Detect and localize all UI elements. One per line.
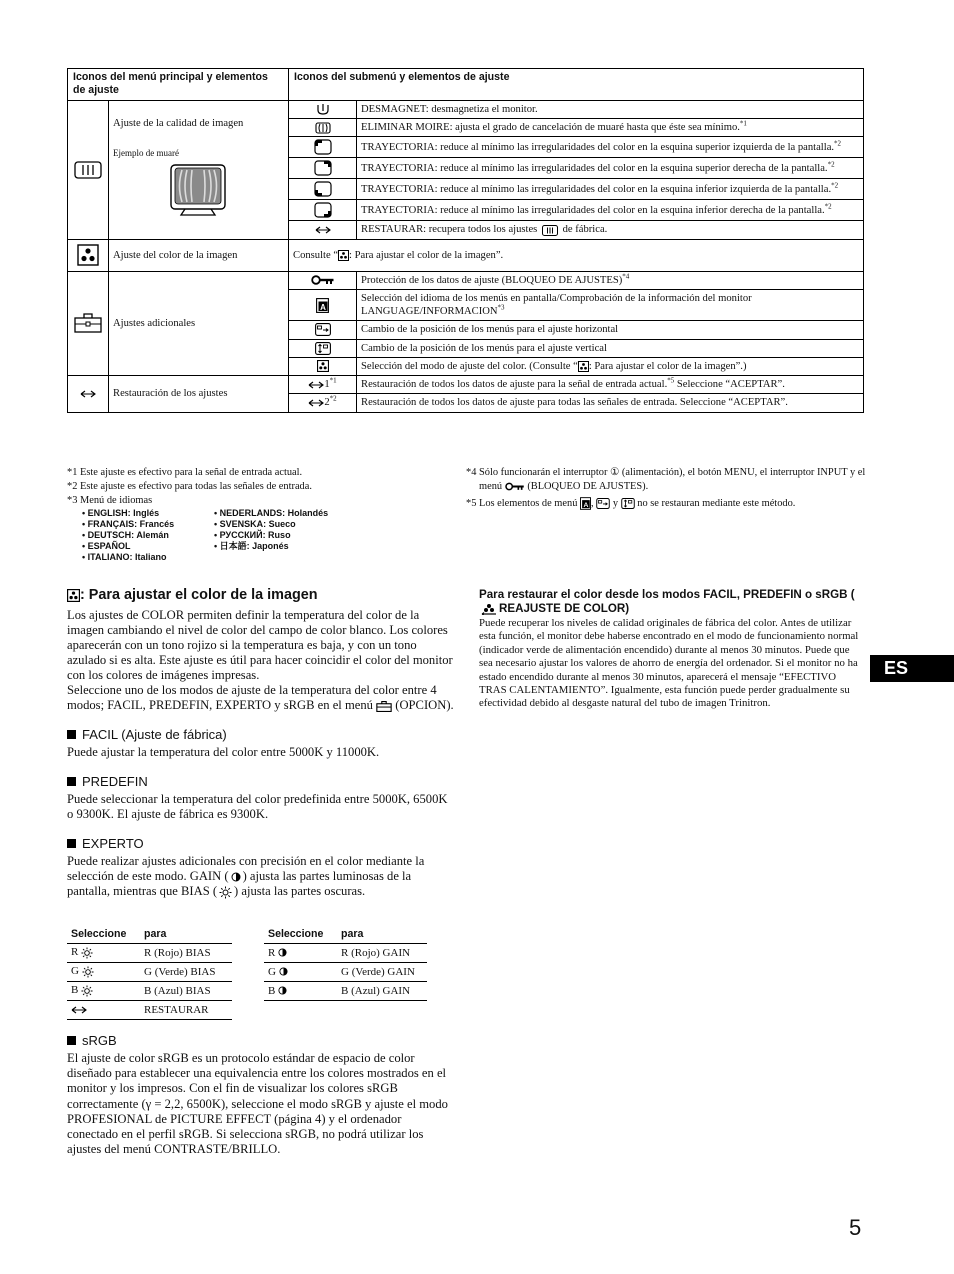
reset-arrow-icon [71, 1006, 87, 1014]
svg-text:A: A [583, 502, 589, 510]
header-main-icons: Iconos del menú principal y elementos de ajuste [68, 69, 289, 101]
menu-items-table [67, 68, 864, 413]
landing-bottom-right-icon [314, 202, 332, 218]
language-item: • 日本語: Japonés [214, 541, 289, 551]
color-reset-heading: Para restaurar el color desde los modos FACIL, PREDEFIN o sRGB ( REAJUSTE DE COLOR) [479, 588, 855, 615]
table-row: B B (Azul) BIAS [67, 981, 232, 1000]
gain-half-circle-icon [231, 872, 241, 882]
reset-2-desc: Restauración de todos los datos de ajuste para todas las señales de entrada. Seleccione “ACEPTAR”. [357, 394, 864, 412]
table-row: B B (Azul) GAIN [264, 981, 427, 1000]
color-reset-section [479, 588, 865, 711]
experto-text: Puede realizar ajustes adicionales con precisión en el color mediante la selección de este modo. GAIN ( ) ajusta las partes luminosas de la pantalla, mientras que BIAS ( ) ajusta las partes oscuras. [67, 854, 425, 898]
language-tab: ES [870, 655, 954, 682]
degauss-icon-cell [289, 101, 357, 119]
color-menu-cell [68, 239, 109, 271]
color-icon [317, 360, 329, 372]
predefin-heading: PREDEFIN [67, 774, 455, 790]
landing-bottom-left-icon [314, 181, 332, 197]
image-quality-label: Ajuste de la calidad de imagen [113, 117, 244, 129]
menu-h-position-desc: Cambio de la posición de los menús para el ajuste horizontal [357, 321, 864, 339]
color-reset-icon [481, 603, 497, 615]
gain-half-circle-icon [278, 986, 287, 995]
language-item: • NEDERLANDS: Holandés [214, 508, 329, 518]
gain-header-for: para [337, 925, 427, 943]
language-item: • ENGLISH: Inglés [82, 508, 160, 518]
reset-2-icon-cell: 2$^{*2}$ [289, 394, 357, 412]
language-item: • DEUTSCH: Alemán [82, 530, 169, 540]
section-title: : Para ajustar el color de la imagen [67, 586, 455, 604]
restore-desc: RESTAURAR: recupera todos los ajustes de fábrica. [357, 221, 864, 239]
degauss-desc: DESMAGNET: desmagnetiza el monitor. [357, 101, 864, 119]
table-row: RESTAURAR [67, 1000, 232, 1019]
landing-top-left-icon [314, 139, 332, 155]
color-mode-icon-cell [289, 357, 357, 375]
language-desc: Selección del idioma de los menús en pantalla/Comprobación de la información del monitor LANGUAGE/INFORMACION$^{*3}$ [357, 289, 864, 320]
language-item: • SVENSKA: Sueco [214, 519, 296, 529]
table-row: G G (Verde) GAIN [264, 962, 427, 981]
color-reset-text: Puede recuperar los niveles de calidad originales de fábrica del color. Antes de utilizar esta función, el monitor debe haberse encontrado en el modo de funcionamiento normal (indicador verde de alimentación encendido) durante al menos 30 minutos. Puede que sea necesario ajustar los valores de ahorro de energía del ordenador. Si el monitor no ha estado encendido durante al menos 30 minutos, aparecerá el mensaje “EFECTIVO TRAS CALENTAMIENTO”. Igualmente, esta función puede perder gradualmente su efectividad debido al desgaste natural del tubo de imagen Trinitron. [479, 617, 859, 710]
reset-arrow-icon [308, 399, 324, 407]
bias-sun-icon [82, 966, 94, 978]
color-mode-desc: Selección del modo de ajuste del color. (Consulte “ : Para ajustar el color de la imagen”.) [357, 357, 864, 375]
language-item: • FRANÇAIS: Francés [82, 519, 175, 529]
landing-bl-desc: TRAYECTORIA: reduce al mínimo las irregularidades del color en la esquina inferior izquierda de la pantalla.$^{*2}$ [357, 179, 864, 200]
restore-icon-cell [289, 221, 357, 239]
menu-vertical-position-icon [315, 342, 331, 355]
lock-desc: Protección de los datos de ajuste (BLOQUEO DE AJUSTES)$^{*4}$ [357, 271, 864, 289]
language-icon [316, 298, 329, 313]
landing-tr-desc: TRAYECTORIA: reduce al mínimo las irregularidades del color en la esquina superior derecha de la pantalla.$^{*2}$ [357, 158, 864, 179]
moire-icon-cell [289, 119, 357, 137]
reset-1-desc: Restauración de todos los datos de ajuste para la señal de entrada actual.$^{*5}$ Seleccione “ACEPTAR”. [357, 376, 864, 394]
lock-icon-cell [289, 271, 357, 289]
gain-table [264, 925, 427, 1001]
srgb-section [67, 1033, 455, 1157]
additional-label: Ajustes adicionales [109, 271, 289, 375]
color-icon [578, 361, 589, 372]
moire-example-label: Ejemplo de muaré [113, 148, 179, 159]
footnote-1: *1 Este ajuste es efectivo para la señal de entrada actual. [67, 467, 303, 478]
reset-arrow-icon [315, 226, 331, 234]
color-icon [67, 589, 80, 602]
header-sub-icons: Iconos del submenú y elementos de ajuste [289, 69, 864, 101]
image-quality-menu-cell [68, 101, 109, 240]
facil-text: Puede ajustar la temperatura del color entre 5000K y 11000K. [67, 745, 380, 759]
bias-header-for: para [140, 925, 232, 943]
landing-tr-icon-cell [289, 158, 357, 179]
language-list [82, 508, 462, 563]
footnote-3: *3 Menú de idiomas [67, 495, 153, 506]
moire-example-image [169, 163, 284, 222]
landing-bl-icon-cell [289, 179, 357, 200]
landing-tl-icon-cell [289, 137, 357, 158]
footnotes-right [466, 466, 866, 511]
predefin-text: Puede seleccionar la temperatura del color predefinida entre 5000K, 6500K o 9300K. El ajuste de fábrica es 9300K. [67, 792, 448, 821]
facil-heading: FACIL (Ajuste de fábrica) [67, 727, 455, 743]
color-consult: Consulte “ : Para ajustar el color de la imagen”. [289, 239, 864, 271]
table-row: R R (Rojo) BIAS [67, 943, 232, 962]
gain-half-circle-icon [279, 967, 288, 976]
color-adjust-section [67, 586, 455, 899]
bias-header-select: Seleccione [67, 925, 140, 943]
color-label: Ajuste del color de la imagen [109, 239, 289, 271]
footnotes-left [67, 466, 462, 563]
intro-paragraph-2: Seleccione uno de los modos de ajuste de la temperatura del color entre 4 modos; FACIL, PREDEFIN, EXPERTO y sRGB en el menú (OPCION). [67, 683, 454, 712]
svg-text:A: A [320, 302, 326, 312]
image-quality-label-cell [109, 101, 289, 240]
bias-sun-icon [81, 985, 93, 997]
color-icon [77, 244, 99, 266]
moire-cancel-icon [315, 122, 331, 134]
experto-heading: EXPERTO [67, 836, 455, 852]
language-item: • ITALIANO: Italiano [82, 552, 167, 562]
landing-top-right-icon [314, 160, 332, 176]
footnote-4: *4 Sólo funcionarán el interruptor ① (alimentación), el botón MENU, el interruptor INPUT y el menú (BLOQUEO DE AJUSTES). [466, 467, 866, 492]
moire-desc: ELIMINAR MOIRE: ajusta el grado de cancelación de muaré hasta que éste sea mínimo.$^{*1}$ [357, 119, 864, 137]
srgb-heading: sRGB [67, 1033, 455, 1049]
reset-arrow-icon [308, 381, 324, 389]
intro-paragraph-1: Los ajustes de COLOR permiten definir la temperatura del color de la imagen cambiando el nivel de color del campo de color blanco. Los colores aparecerán con un tono rojizo si la temperatura es baja, y con un tono azulado si es alta. Este ajuste es útil para hacer coincidir el color del monitor con los colores de imágenes impresas. [67, 608, 453, 682]
menu-v-position-icon-cell [289, 339, 357, 357]
gain-header-select: Seleccione [264, 925, 337, 943]
option-menu-cell [68, 271, 109, 375]
bias-sun-icon [81, 947, 93, 959]
landing-br-desc: TRAYECTORIA: reduce al mínimo las irregularidades del color en la esquina inferior derecha de la pantalla.$^{*2}$ [357, 200, 864, 221]
bias-sun-icon [219, 886, 232, 899]
key-lock-icon [311, 275, 335, 285]
language-item: • РУССКИЙ: Ruso [214, 530, 291, 540]
language-icon [580, 497, 591, 510]
menu-vertical-position-icon [621, 498, 635, 509]
footnote-2: *2 Este ajuste es efectivo para todas las señales de entrada. [67, 481, 312, 492]
image-quality-icon [542, 225, 558, 236]
table-row: G G (Verde) BIAS [67, 962, 232, 981]
srgb-text: El ajuste de color sRGB es un protocolo estándar de espacio de color diseñado para establecer una equivalencia entre los colores mostrados en el monitor y los impresos. Con el fin de visualizar los colores sRGB correctamente (γ = 2,2, 6500K), seleccione el modo sRGB y ajuste el modo PROFESIONAL de PICTURE EFFECT (página 4) y el ordenador conectado en el perfil sRGB. Si selecciona sRGB, no podrá utilizar los ajustes del menú CONTRASTE/BRILLO. [67, 1051, 448, 1157]
menu-horizontal-position-icon [596, 498, 610, 509]
menu-h-position-icon-cell [289, 321, 357, 339]
language-item: • ESPAÑOL [82, 541, 131, 551]
image-quality-icon [74, 161, 102, 179]
page-number: 5 [849, 1215, 862, 1240]
reset-menu-cell [68, 376, 109, 412]
option-toolbox-icon [74, 313, 102, 333]
reset-1-icon-cell: 1$^{*1}$ [289, 376, 357, 394]
gain-half-circle-icon [278, 948, 287, 957]
key-lock-icon [505, 482, 525, 491]
menu-v-position-desc: Cambio de la posición de los menús para el ajuste vertical [357, 339, 864, 357]
reset-label: Restauración de los ajustes [109, 376, 289, 412]
option-toolbox-icon [376, 701, 392, 712]
color-icon [338, 250, 349, 261]
reset-arrow-icon [80, 390, 96, 398]
landing-tl-desc: TRAYECTORIA: reduce al mínimo las irregularidades del color en la esquina superior izquierda de la pantalla.$^{*2}$ [357, 137, 864, 158]
footnote-5: *5 Los elementos de menú A , y no se restauran mediante este método. [466, 498, 796, 510]
bias-table [67, 925, 232, 1020]
degauss-icon [316, 103, 330, 116]
landing-br-icon-cell [289, 200, 357, 221]
language-icon-cell [289, 289, 357, 320]
menu-horizontal-position-icon [315, 323, 331, 336]
table-row: R R (Rojo) GAIN [264, 943, 427, 962]
